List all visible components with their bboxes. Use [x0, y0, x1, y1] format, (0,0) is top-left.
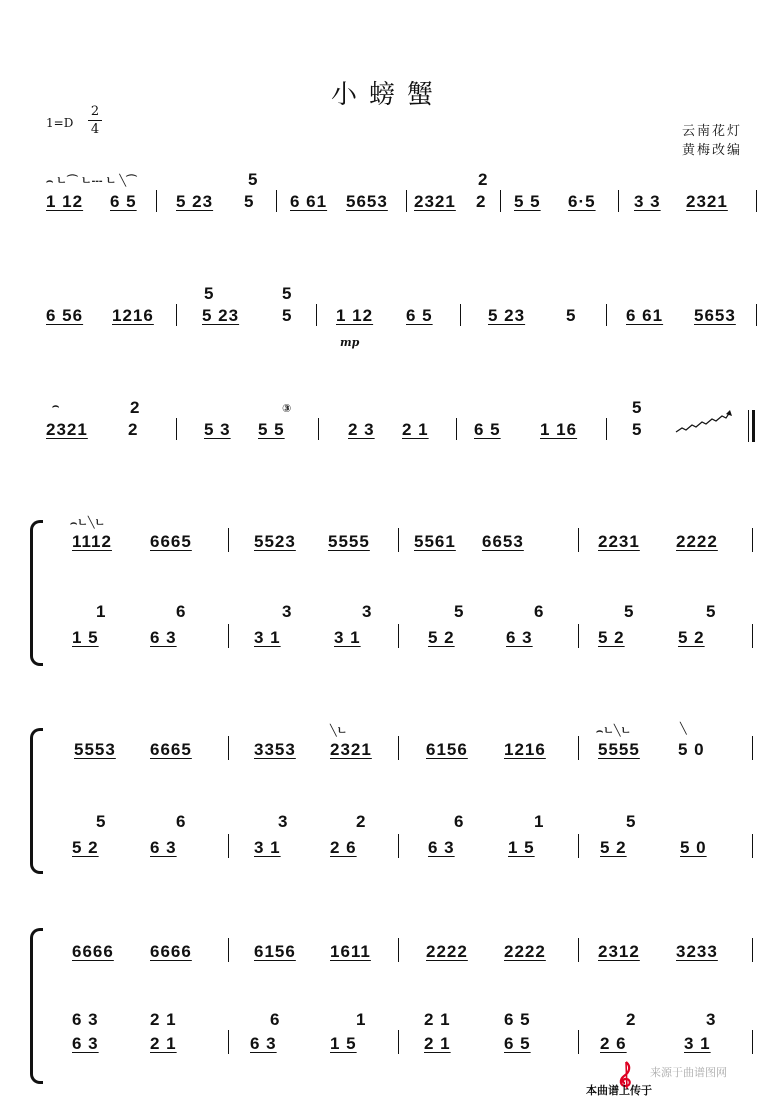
upper-note: 1	[96, 602, 107, 621]
note-group: 6 61	[626, 306, 664, 325]
upper-note: 6 3	[72, 1010, 99, 1029]
note-group: 5	[244, 192, 255, 211]
note-group: 2222	[504, 942, 546, 961]
note-group: 2321	[46, 420, 88, 439]
upper-note: 2	[478, 170, 489, 189]
note-group: 2321	[330, 740, 372, 759]
note-group: 5	[632, 420, 643, 439]
note-group: 5523	[254, 532, 296, 551]
note-group: 5561	[414, 532, 456, 551]
note-group: 5 0	[680, 838, 707, 857]
note-group: 5 23	[176, 192, 214, 211]
glissando-icon	[674, 406, 734, 436]
note-group: 6 3	[506, 628, 533, 647]
duet-system-2-top	[0, 723, 776, 766]
upper-note: 6 5	[504, 1010, 531, 1029]
note-group: 2	[476, 192, 487, 211]
note-group: 5 2	[678, 628, 705, 647]
note-group: 5	[282, 306, 293, 325]
note-group: 2 3	[348, 420, 375, 439]
note-group: 5555	[598, 740, 640, 759]
upper-note: 6	[176, 602, 187, 621]
note-group: 5 2	[72, 838, 99, 857]
credit-arranger: 黄梅改编	[681, 143, 742, 158]
duet-system-2-bottom	[0, 812, 776, 862]
note-group: 3 1	[334, 628, 361, 647]
note-group: 5 2	[600, 838, 627, 857]
note-group: 6653	[482, 532, 524, 551]
upper-note: 5	[96, 812, 107, 831]
note-group: 1611	[330, 942, 371, 961]
upper-note: 3	[706, 1010, 717, 1029]
note-group: 5553	[74, 740, 116, 759]
note-group: 6666	[72, 942, 114, 961]
note-group: 5 23	[202, 306, 240, 325]
note-group: 1 5	[330, 1034, 357, 1053]
note-group: 5 5	[258, 420, 285, 439]
score-title: 小螃蟹	[330, 80, 445, 110]
note-group: 1216	[112, 306, 154, 325]
note-group: 6 5	[406, 306, 433, 325]
note-group: 6 5	[504, 1034, 531, 1053]
note-group: 2 1	[424, 1034, 451, 1053]
note-group: 2 1	[402, 420, 429, 439]
upper-note: 2	[626, 1010, 637, 1029]
note-group: 2 1	[150, 1034, 177, 1053]
note-group: 3 3	[634, 192, 661, 211]
credit-block	[682, 122, 742, 160]
note-group: 2	[128, 420, 139, 439]
note-group: 1 5	[508, 838, 535, 857]
note-group: 6 5	[110, 192, 137, 211]
note-group: 5653	[694, 306, 736, 325]
note-group: 1 16	[540, 420, 578, 439]
note-group: 6 3	[250, 1034, 277, 1053]
source-watermark: 来源于曲谱图网	[650, 1066, 727, 1079]
note-group: 3353	[254, 740, 296, 759]
note-group: 5 3	[204, 420, 231, 439]
upper-note: 2 1	[424, 1010, 451, 1029]
note-group: 2321	[414, 192, 456, 211]
note-group: 1112	[72, 532, 112, 551]
credit-origin: 云南花灯	[681, 124, 742, 139]
upper-note: 2 1	[150, 1010, 177, 1029]
note-group: 3 1	[254, 838, 281, 857]
note-group: 6 3	[72, 1034, 99, 1053]
note-group: 5 2	[428, 628, 455, 647]
articulation-mark: ⌢ㄴ╲ㄴ	[70, 517, 106, 529]
note-group: 6 5	[474, 420, 501, 439]
note-group: 6 3	[150, 628, 177, 647]
note-group: 6 3	[428, 838, 455, 857]
score-row-2	[0, 284, 776, 349]
upper-note: 3	[362, 602, 373, 621]
articulation-mark: ⌢ ㄴ⌒ ㄴ--- ㄴ ╲⌒	[46, 175, 137, 187]
upper-note: 6	[534, 602, 545, 621]
upper-note: 5	[248, 170, 259, 189]
note-group: 2222	[676, 532, 718, 551]
note-group: 6156	[254, 942, 296, 961]
note-group: 6 61	[290, 192, 328, 211]
upper-note: 6	[454, 812, 465, 831]
note-group: 1216	[504, 740, 546, 759]
upload-note: 本曲谱上传于	[586, 1084, 652, 1097]
note-group: 2222	[426, 942, 468, 961]
note-group: 1 5	[72, 628, 99, 647]
note-group: 6665	[150, 740, 192, 759]
note-group: 5	[566, 306, 577, 325]
upper-note: 5	[626, 812, 637, 831]
note-group: 2 6	[600, 1034, 627, 1053]
articulation-mark: ╲ㄴ	[330, 725, 348, 737]
note-group: 5 2	[598, 628, 625, 647]
fermata-mark: ⌢	[52, 400, 60, 412]
note-group: 6·5	[568, 192, 596, 211]
upper-note: 5	[706, 602, 717, 621]
duet-system-1-top	[0, 516, 776, 556]
upper-note: 3	[282, 602, 293, 621]
note-group: 6666	[150, 942, 192, 961]
upper-note: 2	[356, 812, 367, 831]
note-group: 5555	[328, 532, 370, 551]
upper-note: 1	[356, 1010, 367, 1029]
key-signature: 1=D	[46, 116, 74, 130]
upper-note: 2	[130, 398, 141, 417]
note-group: 1 12	[46, 192, 84, 211]
note-group: 3233	[676, 942, 718, 961]
duet-system-1-bottom	[0, 602, 776, 652]
upper-note: 6	[270, 1010, 281, 1029]
articulation-mark: ⌢ㄴ╲ㄴ	[596, 725, 632, 737]
note-group: 6 56	[46, 306, 84, 325]
time-signature-top: 2	[90, 104, 100, 119]
score-row-1	[0, 170, 776, 220]
articulation-mark: ╲	[680, 723, 687, 735]
note-group: 6156	[426, 740, 468, 759]
note-group: 5 23	[488, 306, 526, 325]
upper-note: 1	[534, 812, 545, 831]
fingering-mark: ③	[282, 403, 292, 415]
dynamic-marking: mp	[340, 336, 360, 349]
upper-note: 3	[278, 812, 289, 831]
note-group: 6 3	[150, 838, 177, 857]
upper-note: 5	[204, 284, 215, 303]
note-group: 3 1	[254, 628, 281, 647]
note-group: 3 1	[684, 1034, 711, 1053]
score-row-3	[0, 398, 776, 448]
upper-note: 5	[624, 602, 635, 621]
note-group: 2312	[598, 942, 640, 961]
note-group: 2 6	[330, 838, 357, 857]
note-group: 5 5	[514, 192, 541, 211]
note-group: 1 12	[336, 306, 374, 325]
upper-note: 5	[454, 602, 465, 621]
upper-note: 6	[176, 812, 187, 831]
upper-note: 5	[632, 398, 643, 417]
time-signature-bottom: 4	[90, 122, 100, 137]
note-group: 5 0	[678, 740, 705, 759]
duet-system-3-top	[0, 930, 776, 970]
upper-note: 5	[282, 284, 293, 303]
time-signature	[88, 104, 102, 137]
note-group: 6665	[150, 532, 192, 551]
duet-system-3-bottom	[0, 1010, 776, 1070]
note-group: 2231	[598, 532, 640, 551]
note-group: 2321	[686, 192, 728, 211]
note-group: 5653	[346, 192, 388, 211]
